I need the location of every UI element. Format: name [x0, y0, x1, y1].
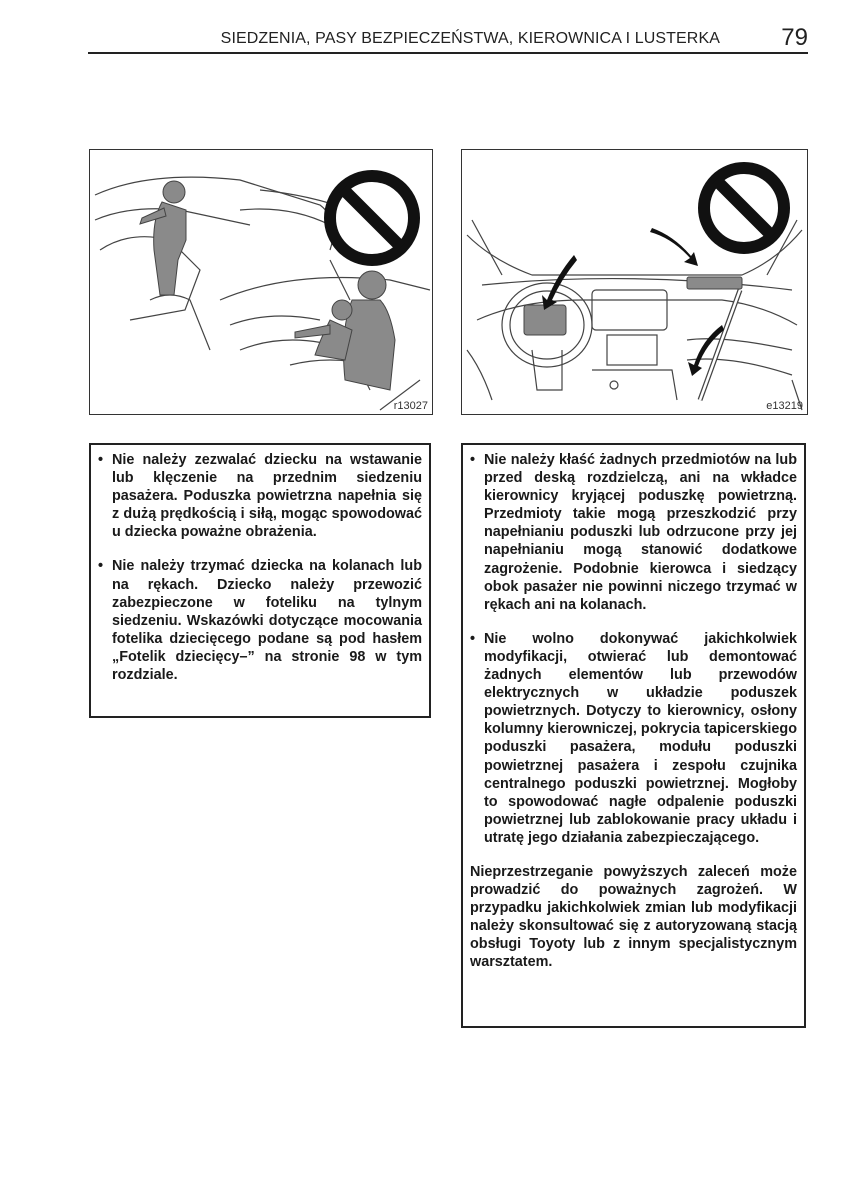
warning-text: Nie należy zezwalać dziecku na wstawanie lub klęczenie na przednim siedzeniu pasażera. Poduszka powietrzna napełnia się z dużą prędkością i siłą, mogąc spowodować u dziecka poważne obrażenia. [112, 452, 422, 541]
warning-item [98, 557, 422, 684]
figure-dashboard [461, 149, 808, 415]
warning-text: Nie należy trzymać dziecka na kolanach lub na rękach. Dziecko należy przewozić zabezpieczone w foteliku na tylnym siedzeniu. Wskazówki dotyczące mocowania fotelika dziecięcego podane są pod hasłem „Fotelik dziecięcy–” na stronie 98 w tym rozdziale. [112, 558, 422, 684]
figure-child-on-seat [89, 149, 433, 415]
warning-item [98, 451, 422, 541]
warning-box-left [89, 443, 431, 718]
page-header [88, 26, 808, 54]
warning-item [470, 630, 797, 847]
bullet: • [470, 452, 476, 468]
prohibition-icon [330, 176, 414, 260]
page-number: 79 [781, 24, 808, 51]
warning-text: Nie wolno dokonywać jakichkolwiek modyfikacji, otwierać lub demontować żadnych elementów lub przewodów elektrycznych w układzie poduszek powietrznych. Dotyczy to kierownicy, osłony kolumny kierowniczej, pokrycia tapicerskiego poduszki pasażera, modułu poduszki powietrznej pasażera i zespołu czujnika centralnego poduszki powietrznej. Mogłoby to spowodować nagłe odpalenie poduszki powietrznej lub zablokowanie pracy układu i utratę jego działania zabezpieczającego. [484, 630, 797, 846]
figure-code: e13219 [766, 400, 803, 412]
bullet: • [98, 452, 104, 468]
warning-box-right [461, 443, 806, 1028]
section-title: SIEDZENIA, PASY BEZPIECZEŃSTWA, KIEROWNICA I LUSTERKA [220, 30, 720, 47]
dashboard-illustration [462, 150, 807, 414]
prohibition-icon [704, 168, 784, 248]
warning-conclusion: Nieprzestrzeganie powyższych zaleceń może prowadzić do poważnych zagrożeń. W przypadku jakichkolwiek zmian lub modyfikacji należy skonsultować się z autoryzowaną stacją obsługi Toyoty lub z innym specjalistycznym warsztatem. [470, 863, 797, 971]
figure-code: r13027 [393, 400, 428, 412]
warning-item [470, 451, 797, 614]
bullet: • [98, 558, 104, 575]
bullet: • [470, 630, 476, 647]
arrow-icon [542, 228, 724, 376]
child-standing-illustration [90, 150, 432, 414]
warning-text: Nie należy kłaść żadnych przedmiotów na lub przed deską rozdzielczą, ani na wkładce kierownicy kryjącej poduszkę powietrzną. Przedmioty takie mogą przeszkodzić przy napełnianiu poduszki lub odrzucone przy jej napełnianiu mogą stanowić dodatkowe zagrożenie. Podobnie kierowca i siedzący obok pasażer nie powinni niczego trzymać w rękach ani na kolanach. [484, 452, 797, 613]
